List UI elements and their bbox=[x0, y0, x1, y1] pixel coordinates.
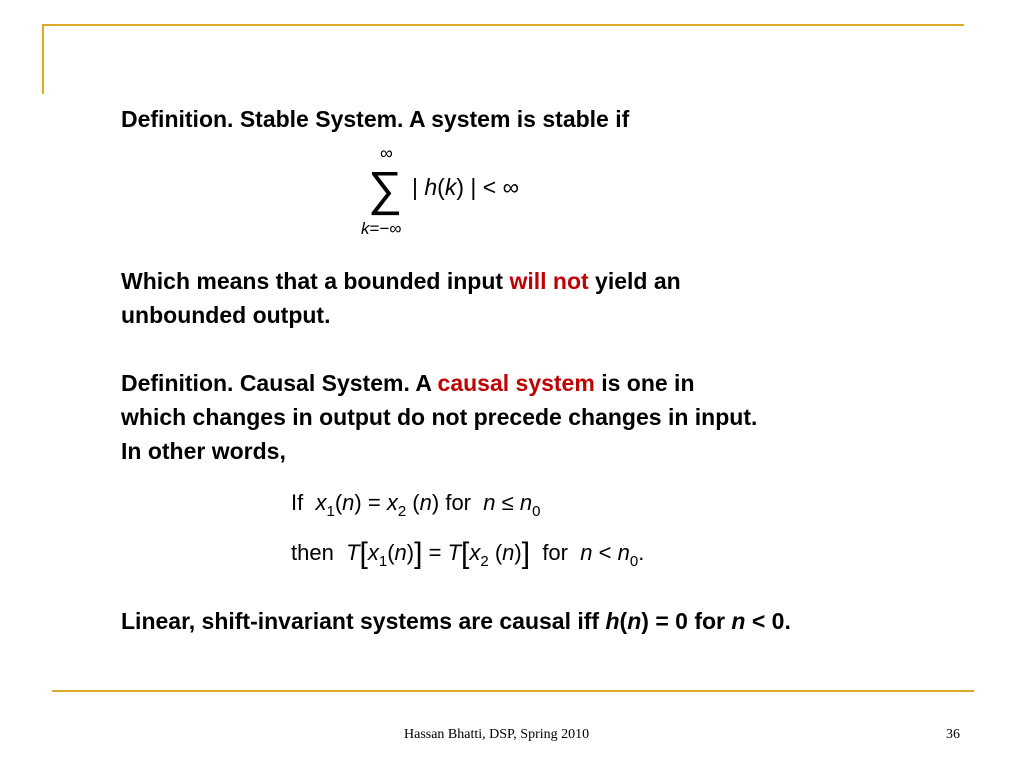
causal-then-condition: then $T[x_1(n)] = T[x_2$ (n)] for $n < n_0$. bbox=[291, 537, 645, 570]
top-accent-line bbox=[42, 24, 964, 26]
left-accent-line bbox=[42, 24, 44, 94]
bottom-accent-line bbox=[52, 690, 974, 692]
causal-definition-line1: Definition. Causal System. A causal system is one in bbox=[121, 370, 695, 396]
sum-lower-limit: k=−∞ bbox=[361, 219, 402, 238]
causal-if-condition: If $x_1(n) = x_2$ (n) for $n \le n_0$ bbox=[291, 490, 541, 520]
sum-upper-limit: ∞ bbox=[380, 143, 393, 163]
lsi-causality-statement: Linear, shift-invariant systems are causal iff h(n) = 0 for n < 0. bbox=[121, 608, 791, 634]
causal-system-highlight: causal system bbox=[437, 370, 595, 396]
stability-meaning-line2: unbounded output. bbox=[121, 302, 331, 328]
causal-definition-line3: In other words, bbox=[121, 438, 286, 464]
causal-definition-line2: which changes in output do not precede changes in input. bbox=[121, 404, 758, 430]
footer-credit: Hassan Bhatti, DSP, Spring 2010 bbox=[404, 727, 590, 742]
stable-definition-heading: Definition. Stable System. A system is stable if bbox=[121, 106, 630, 132]
sigma-symbol: ∑ bbox=[368, 163, 403, 216]
formula-body: | h(k) | < ∞ bbox=[412, 174, 520, 200]
will-not-highlight: will not bbox=[509, 268, 589, 294]
page-number: 36 bbox=[946, 727, 960, 742]
stability-meaning-line1: Which means that a bounded input will not yield an bbox=[121, 268, 681, 294]
